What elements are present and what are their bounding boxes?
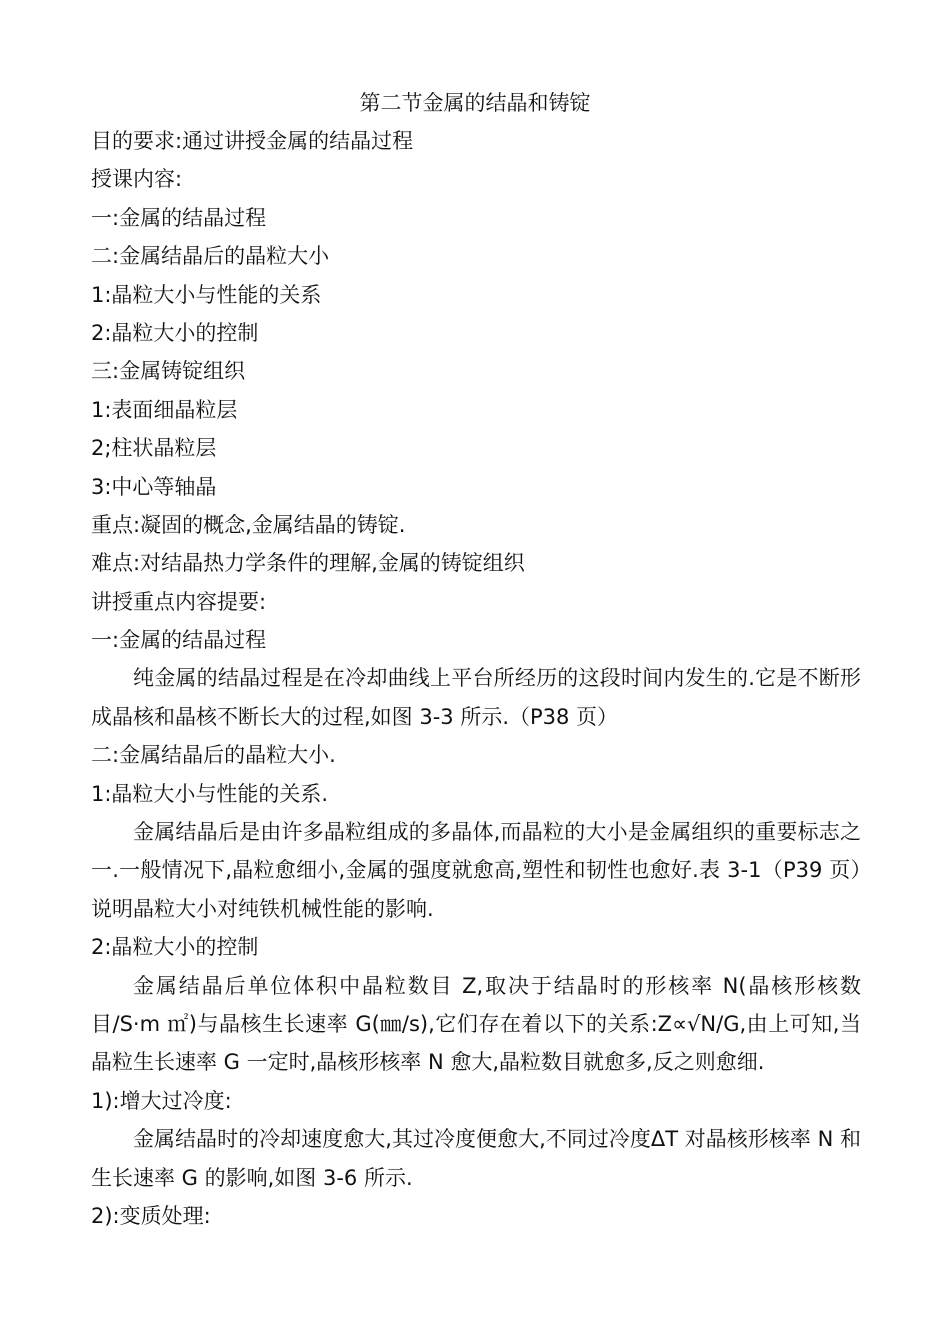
outline-item: 1:晶粒大小与性能的关系: [91, 282, 322, 307]
outline-item: 2;柱状晶粒层: [91, 436, 217, 461]
subsection-heading: 2):变质处理:: [91, 1204, 211, 1229]
document-body: [91, 122, 861, 1235]
paragraph: 纯金属的结晶过程是在冷却曲线上平台所经历的这段时间内发生的.它是不断形成晶核和晶核不断长大的过程,如图 3-3 所示.（P38 页）: [91, 666, 861, 729]
key-points-line: 重点:凝固的概念,金属结晶的铸锭.: [91, 512, 406, 537]
outline-item: 二:金属结晶后的晶粒大小: [91, 244, 330, 269]
summary-heading: 讲授重点内容提要:: [91, 589, 267, 614]
objective-line: 目的要求:通过讲授金属的结晶过程: [91, 129, 414, 153]
difficulties-line: 难点:对结晶热力学条件的理解,金属的铸锭组织: [91, 551, 525, 576]
page-title: 第二节金属的结晶和铸锭: [359, 91, 591, 115]
subsection-heading: 1:晶粒大小与性能的关系.: [91, 781, 329, 806]
paragraph: 金属结晶后单位体积中晶粒数目 Z,取决于结晶时的形核率 N(晶核形核数目/S·m ㎡)与晶核生长速率 G(㎜/s),它们存在着以下的关系:Z∝√N/G,由上可知,当晶粒生长速率 G 一定时,晶核形核率 N 愈大,晶粒数目就愈多,反之则愈细.: [91, 973, 861, 1075]
section-heading: 二:金属结晶后的晶粒大小.: [91, 743, 336, 768]
outline-item: 3:中心等轴晶: [91, 474, 217, 499]
paragraph: 金属结晶时的冷却速度愈大,其过冷度便愈大,不同过冷度ΔT 对晶核形核率 N 和生长速率 G 的影响,如图 3-6 所示.: [91, 1127, 861, 1190]
section-heading: 一:金属的结晶过程: [91, 628, 267, 653]
content-heading: 授课内容:: [91, 167, 183, 192]
subsection-heading: 1):增大过冷度:: [91, 1088, 232, 1113]
outline-item: 一:金属的结晶过程: [91, 205, 267, 230]
paragraph: 金属结晶后是由许多晶粒组成的多晶体,而晶粒的大小是金属组织的重要标志之一.一般情况下,晶粒愈细小,金属的强度就愈高,塑性和韧性也愈好.表 3-1（P39 页）说明晶粒大小对纯铁机械性能的影响.: [91, 820, 861, 921]
outline-item: 1:表面细晶粒层: [91, 397, 238, 422]
subsection-heading: 2:晶粒大小的控制: [91, 935, 259, 960]
outline-item: 三:金属铸锭组织: [91, 359, 246, 384]
outline-item: 2:晶粒大小的控制: [91, 320, 259, 345]
